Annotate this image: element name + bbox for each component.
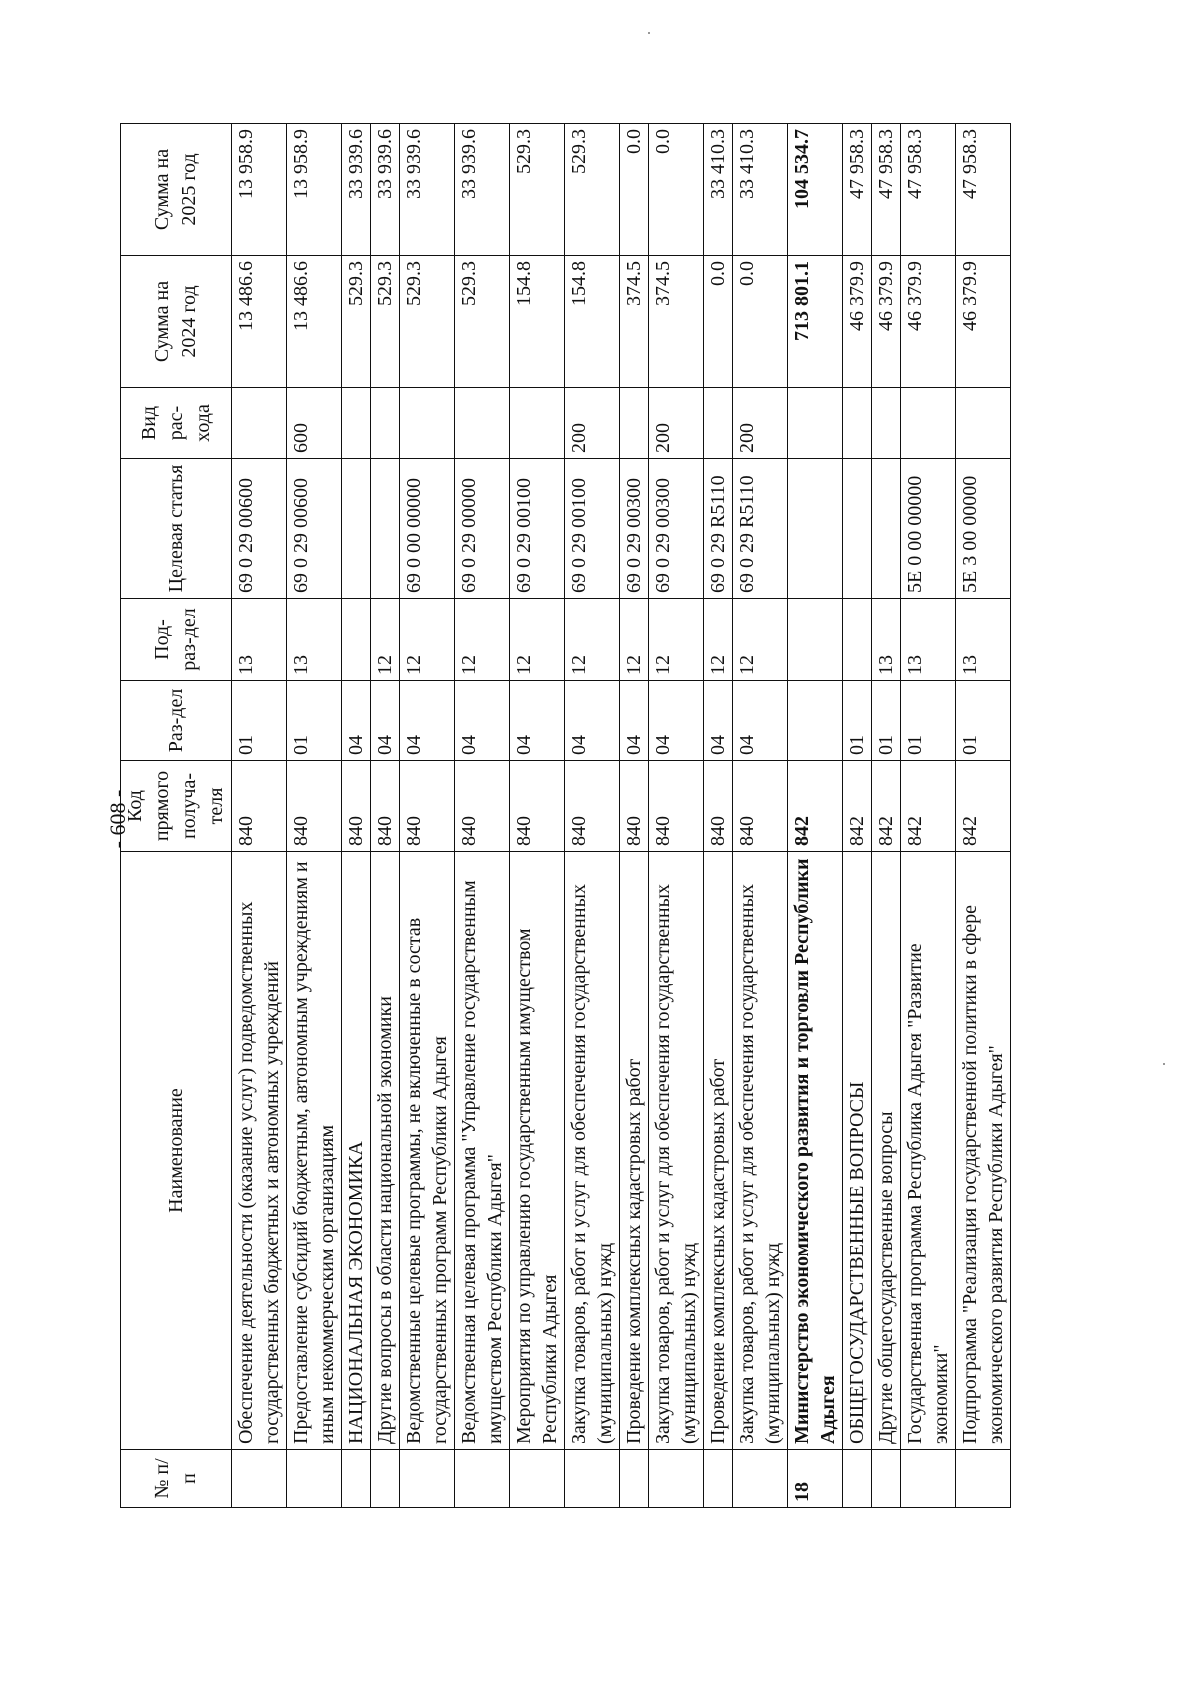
cell-razdel: 04 — [342, 681, 371, 761]
cell-sum-2025: 47 958.3 — [872, 124, 901, 256]
cell-sum-2025: 104 534.7 — [788, 124, 843, 256]
table-row — [232, 124, 287, 1508]
table-row — [620, 124, 649, 1508]
cell-no — [901, 1450, 956, 1508]
cell-tselevaya-statya: 5Е 0 00 00000 — [901, 459, 956, 599]
cell-kod: 842 — [872, 761, 901, 852]
cell-no — [843, 1450, 872, 1508]
cell-tselevaya-statya — [788, 459, 843, 599]
cell-tselevaya-statya: 69 0 29 R5110 — [704, 459, 733, 599]
cell-podrazdel — [342, 599, 371, 681]
cell-sum-2024: 154.8 — [510, 256, 565, 388]
cell-podrazdel — [788, 599, 843, 681]
cell-razdel: 01 — [901, 681, 956, 761]
cell-name: Закупка товаров, работ и услуг для обеспечения государственных (муниципальных) нужд — [649, 852, 704, 1450]
table-row — [872, 124, 901, 1508]
cell-vid-raskhoda — [956, 388, 1011, 459]
cell-razdel: 01 — [232, 681, 287, 761]
table-row — [649, 124, 704, 1508]
table-row — [565, 124, 620, 1508]
cell-name: НАЦИОНАЛЬНАЯ ЭКОНОМИКА — [342, 852, 371, 1450]
cell-tselevaya-statya — [371, 459, 400, 599]
cell-podrazdel: 12 — [704, 599, 733, 681]
table-body — [232, 124, 1011, 1508]
cell-vid-raskhoda — [872, 388, 901, 459]
cell-podrazdel: 12 — [733, 599, 788, 681]
cell-tselevaya-statya: 69 0 29 00000 — [455, 459, 510, 599]
cell-kod: 840 — [371, 761, 400, 852]
cell-sum-2025: 0.0 — [649, 124, 704, 256]
cell-name: Предоставление субсидий бюджетным, автономным учреждениям и иным некоммерческим организациям — [287, 852, 342, 1450]
cell-name: Обеспечение деятельности (оказание услуг) подведомственных государственных бюджетных и автономных учреждений — [232, 852, 287, 1450]
cell-sum-2024: 374.5 — [620, 256, 649, 388]
cell-podrazdel: 13 — [287, 599, 342, 681]
cell-no — [400, 1450, 455, 1508]
cell-name: Министерство экономического развития и торговли Республики Адыгея — [788, 852, 843, 1450]
cell-tselevaya-statya: 5Е 3 00 00000 — [956, 459, 1011, 599]
cell-sum-2025: 33 939.6 — [371, 124, 400, 256]
cell-kod: 842 — [956, 761, 1011, 852]
cell-kod: 842 — [843, 761, 872, 852]
cell-sum-2025: 33 410.3 — [704, 124, 733, 256]
cell-vid-raskhoda — [843, 388, 872, 459]
cell-vid-raskhoda — [510, 388, 565, 459]
table-row — [788, 124, 843, 1508]
cell-sum-2025: 33 939.6 — [342, 124, 371, 256]
cell-no — [232, 1450, 287, 1508]
cell-no — [649, 1450, 704, 1508]
cell-sum-2025: 13 958.9 — [232, 124, 287, 256]
cell-razdel: 01 — [872, 681, 901, 761]
cell-sum-2024: 529.3 — [371, 256, 400, 388]
cell-sum-2025: 0.0 — [620, 124, 649, 256]
cell-kod: 840 — [400, 761, 455, 852]
cell-sum-2024: 46 379.9 — [872, 256, 901, 388]
cell-kod: 840 — [620, 761, 649, 852]
cell-podrazdel: 12 — [371, 599, 400, 681]
cell-razdel — [788, 681, 843, 761]
rotated-page-content — [120, 124, 1007, 1508]
header-sum-2024: Сумма на 2024 год — [121, 256, 232, 388]
table-row — [704, 124, 733, 1508]
cell-razdel: 01 — [287, 681, 342, 761]
cell-razdel: 04 — [400, 681, 455, 761]
cell-sum-2024: 46 379.9 — [956, 256, 1011, 388]
cell-sum-2025: 529.3 — [510, 124, 565, 256]
header-no: № п/п — [121, 1450, 232, 1508]
table-row — [901, 124, 956, 1508]
header-kod: Код прямого получа-теля — [121, 761, 232, 852]
cell-tselevaya-statya: 69 0 29 00100 — [510, 459, 565, 599]
header-name: Наименование — [121, 852, 232, 1450]
cell-tselevaya-statya — [342, 459, 371, 599]
header-tselevaya-statya: Целевая статья — [121, 459, 232, 599]
cell-vid-raskhoda: 600 — [287, 388, 342, 459]
cell-no — [620, 1450, 649, 1508]
cell-sum-2025: 47 958.3 — [956, 124, 1011, 256]
cell-no — [956, 1450, 1011, 1508]
cell-name: Закупка товаров, работ и услуг для обеспечения государственных (муниципальных) нужд — [565, 852, 620, 1450]
cell-vid-raskhoda: 200 — [649, 388, 704, 459]
cell-name: Закупка товаров, работ и услуг для обеспечения государственных (муниципальных) нужд — [733, 852, 788, 1450]
page-number: - 608 - — [105, 789, 130, 849]
cell-tselevaya-statya: 69 0 29 00100 — [565, 459, 620, 599]
cell-razdel: 04 — [733, 681, 788, 761]
cell-razdel: 04 — [510, 681, 565, 761]
cell-no: 18 — [788, 1450, 843, 1508]
cell-sum-2024: 13 486.6 — [287, 256, 342, 388]
cell-vid-raskhoda — [232, 388, 287, 459]
cell-sum-2025: 33 410.3 — [733, 124, 788, 256]
cell-sum-2025: 529.3 — [565, 124, 620, 256]
cell-no — [872, 1450, 901, 1508]
cell-podrazdel: 12 — [455, 599, 510, 681]
cell-vid-raskhoda — [620, 388, 649, 459]
scan-speck — [1163, 1063, 1165, 1065]
cell-razdel: 04 — [620, 681, 649, 761]
cell-no — [733, 1450, 788, 1508]
cell-vid-raskhoda — [901, 388, 956, 459]
cell-name: Ведомственная целевая программа "Управление государственным имуществом Республики Адыгея" — [455, 852, 510, 1450]
scan-speck — [648, 32, 650, 34]
cell-kod: 840 — [455, 761, 510, 852]
cell-name: Проведение комплексных кадастровых работ — [704, 852, 733, 1450]
cell-vid-raskhoda — [704, 388, 733, 459]
cell-razdel: 01 — [843, 681, 872, 761]
cell-tselevaya-statya — [843, 459, 872, 599]
cell-razdel: 01 — [956, 681, 1011, 761]
cell-sum-2025: 33 939.6 — [400, 124, 455, 256]
cell-vid-raskhoda: 200 — [565, 388, 620, 459]
cell-name: Государственная программа Республика Адыгея "Развитие экономики" — [901, 852, 956, 1450]
header-vid-raskhoda: Вид рас-хода — [121, 388, 232, 459]
cell-sum-2025: 33 939.6 — [455, 124, 510, 256]
cell-sum-2025: 47 958.3 — [843, 124, 872, 256]
cell-sum-2024: 713 801.1 — [788, 256, 843, 388]
budget-table — [120, 123, 1011, 1508]
cell-sum-2024: 529.3 — [342, 256, 371, 388]
cell-sum-2024: 374.5 — [649, 256, 704, 388]
cell-kod: 840 — [565, 761, 620, 852]
header-razdel: Раз-дел — [121, 681, 232, 761]
cell-tselevaya-statya — [872, 459, 901, 599]
cell-no — [455, 1450, 510, 1508]
cell-podrazdel: 12 — [400, 599, 455, 681]
cell-sum-2025: 13 958.9 — [287, 124, 342, 256]
cell-kod: 840 — [510, 761, 565, 852]
cell-name: Другие общегосударственные вопросы — [872, 852, 901, 1450]
cell-sum-2025: 47 958.3 — [901, 124, 956, 256]
table-row — [510, 124, 565, 1508]
table-row — [733, 124, 788, 1508]
cell-no — [565, 1450, 620, 1508]
cell-kod: 842 — [901, 761, 956, 852]
cell-vid-raskhoda — [788, 388, 843, 459]
table-row — [287, 124, 342, 1508]
table-row — [843, 124, 872, 1508]
table-row — [400, 124, 455, 1508]
cell-sum-2024: 46 379.9 — [901, 256, 956, 388]
cell-no — [342, 1450, 371, 1508]
cell-sum-2024: 0.0 — [733, 256, 788, 388]
cell-sum-2024: 46 379.9 — [843, 256, 872, 388]
cell-sum-2024: 154.8 — [565, 256, 620, 388]
header-podrazdel: Под-раз-дел — [121, 599, 232, 681]
table-row — [956, 124, 1011, 1508]
header-sum-2025: Сумма на 2025 год — [121, 124, 232, 256]
cell-vid-raskhoda: 200 — [733, 388, 788, 459]
cell-podrazdel: 12 — [510, 599, 565, 681]
cell-sum-2024: 13 486.6 — [232, 256, 287, 388]
cell-tselevaya-statya: 69 0 29 00300 — [649, 459, 704, 599]
cell-name: Ведомственные целевые программы, не включенные в состав государственных программ Республики Адыгея — [400, 852, 455, 1450]
cell-kod: 840 — [287, 761, 342, 852]
cell-vid-raskhoda — [400, 388, 455, 459]
table-row — [455, 124, 510, 1508]
cell-no — [287, 1450, 342, 1508]
cell-kod: 840 — [342, 761, 371, 852]
cell-kod: 840 — [649, 761, 704, 852]
cell-name: Другие вопросы в области национальной экономики — [371, 852, 400, 1450]
cell-razdel: 04 — [371, 681, 400, 761]
cell-kod: 842 — [788, 761, 843, 852]
cell-kod: 840 — [704, 761, 733, 852]
cell-kod: 840 — [232, 761, 287, 852]
cell-tselevaya-statya: 69 0 29 00600 — [287, 459, 342, 599]
cell-tselevaya-statya: 69 0 29 R5110 — [733, 459, 788, 599]
cell-no — [510, 1450, 565, 1508]
cell-podrazdel: 12 — [649, 599, 704, 681]
cell-razdel: 04 — [704, 681, 733, 761]
table-header-row — [121, 124, 232, 1508]
cell-podrazdel — [843, 599, 872, 681]
cell-vid-raskhoda — [455, 388, 510, 459]
cell-tselevaya-statya: 69 0 29 00600 — [232, 459, 287, 599]
cell-podrazdel: 13 — [956, 599, 1011, 681]
cell-name: Проведение комплексных кадастровых работ — [620, 852, 649, 1450]
cell-sum-2024: 529.3 — [455, 256, 510, 388]
cell-sum-2024: 529.3 — [400, 256, 455, 388]
cell-name: ОБЩЕГОСУДАРСТВЕННЫЕ ВОПРОСЫ — [843, 852, 872, 1450]
cell-sum-2024: 0.0 — [704, 256, 733, 388]
cell-razdel: 04 — [649, 681, 704, 761]
cell-no — [704, 1450, 733, 1508]
cell-podrazdel: 13 — [872, 599, 901, 681]
table-row — [342, 124, 371, 1508]
cell-tselevaya-statya: 69 0 29 00300 — [620, 459, 649, 599]
cell-podrazdel: 12 — [620, 599, 649, 681]
cell-kod: 840 — [733, 761, 788, 852]
cell-razdel: 04 — [455, 681, 510, 761]
cell-name: Мероприятия по управлению государственным имуществом Республики Адыгея — [510, 852, 565, 1450]
cell-podrazdel: 13 — [901, 599, 956, 681]
cell-vid-raskhoda — [371, 388, 400, 459]
cell-podrazdel: 12 — [565, 599, 620, 681]
table-row — [371, 124, 400, 1508]
cell-vid-raskhoda — [342, 388, 371, 459]
cell-tselevaya-statya: 69 0 00 00000 — [400, 459, 455, 599]
cell-razdel: 04 — [565, 681, 620, 761]
cell-no — [371, 1450, 400, 1508]
cell-podrazdel: 13 — [232, 599, 287, 681]
cell-name: Подпрограмма "Реализация государственной политики в сфере экономического развития Республики Адыгея" — [956, 852, 1011, 1450]
